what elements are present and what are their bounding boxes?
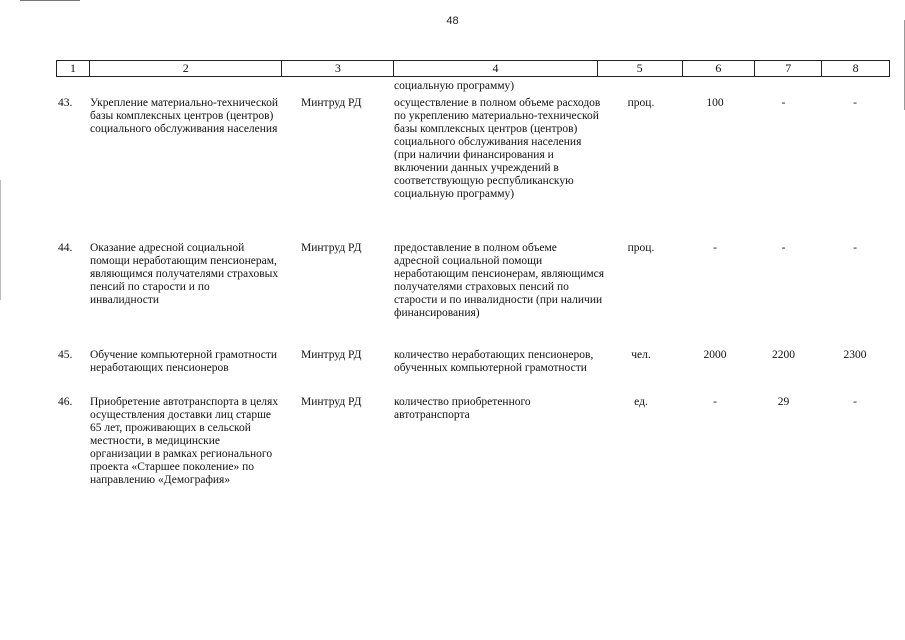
scan-edge-mark [20,0,80,1]
indicator-cell: количество приобретенного автотранспорта [394,396,531,421]
scan-edge-mark [0,180,1,300]
column-header-5: 5 [598,61,683,76]
value-col6: - [713,242,717,254]
activity-cell: Укрепление материально-технической базы комплексных центров (центров) социального обслуживания населения [90,97,279,135]
continuation-text: социальную программу) [394,80,515,92]
value-col6: 100 [706,97,724,109]
executor-cell: Минтруд РД [301,396,362,408]
value-col6: - [713,396,717,408]
value-col8: - [853,396,857,408]
row-number: 45. [58,349,73,361]
unit-cell: чел. [631,349,651,361]
row-number: 43. [58,97,73,109]
column-header-8: 8 [852,61,859,75]
indicator-cell: количество неработающих пенсионеров, обученных компьютерной грамотности [394,349,594,374]
activity-cell: Обучение компьютерной грамотности неработающих пенсионеров [90,349,278,374]
value-col8: 2300 [843,349,867,361]
activity-cell: Приобретение автотранспорта в целях осуществления доставки лиц старше 65 лет, проживающих в сельской местности, в медицинские организации в рамках регионального проекта «Старшее поколение» по направлению «Демография» [90,396,279,486]
activity-cell: Оказание адресной социальной помощи неработающим пенсионерам, являющимся получателями страховых пенсий по старости и по инвалидности [90,242,279,306]
indicator-cell: предоставление в полном объеме адресной социальной помощи неработающим пенсионерам, являющимся получателями страховых пенсий по старости и по инвалидности (при наличии финансирования) [394,242,605,319]
value-col7: 29 [777,396,790,408]
column-header-3: 3 [282,61,394,76]
value-col7: - [781,97,786,109]
column-header-6: 6 [683,61,756,76]
row-number: 44. [58,242,73,254]
column-header-1: 1 [57,61,90,76]
column-header-7: 7 [755,61,822,76]
value-col8: - [853,97,857,109]
page-number: 48 [446,15,459,27]
table-header [56,60,890,77]
value-col7: 2200 [772,349,795,361]
row-number: 46. [58,396,73,408]
executor-cell: Минтруд РД [301,242,362,254]
column-header-2: 2 [90,61,283,76]
unit-cell: ед. [634,396,648,408]
unit-cell: проц. [627,242,655,254]
value-col8: - [853,242,857,254]
indicator-cell: осуществление в полном объеме расходов по укреплению материально-технической базы комплексных центров (центров) социального обслуживания населения (при наличии финансирования и включении данных учреждений в соответствующую республиканскую социальную программу) [394,97,601,200]
value-col6: 2000 [703,349,727,361]
value-col7: - [781,242,786,254]
executor-cell: Минтруд РД [301,349,362,361]
unit-cell: проц. [627,97,655,109]
executor-cell: Минтруд РД [301,97,362,109]
column-header-4: 4 [394,61,598,76]
